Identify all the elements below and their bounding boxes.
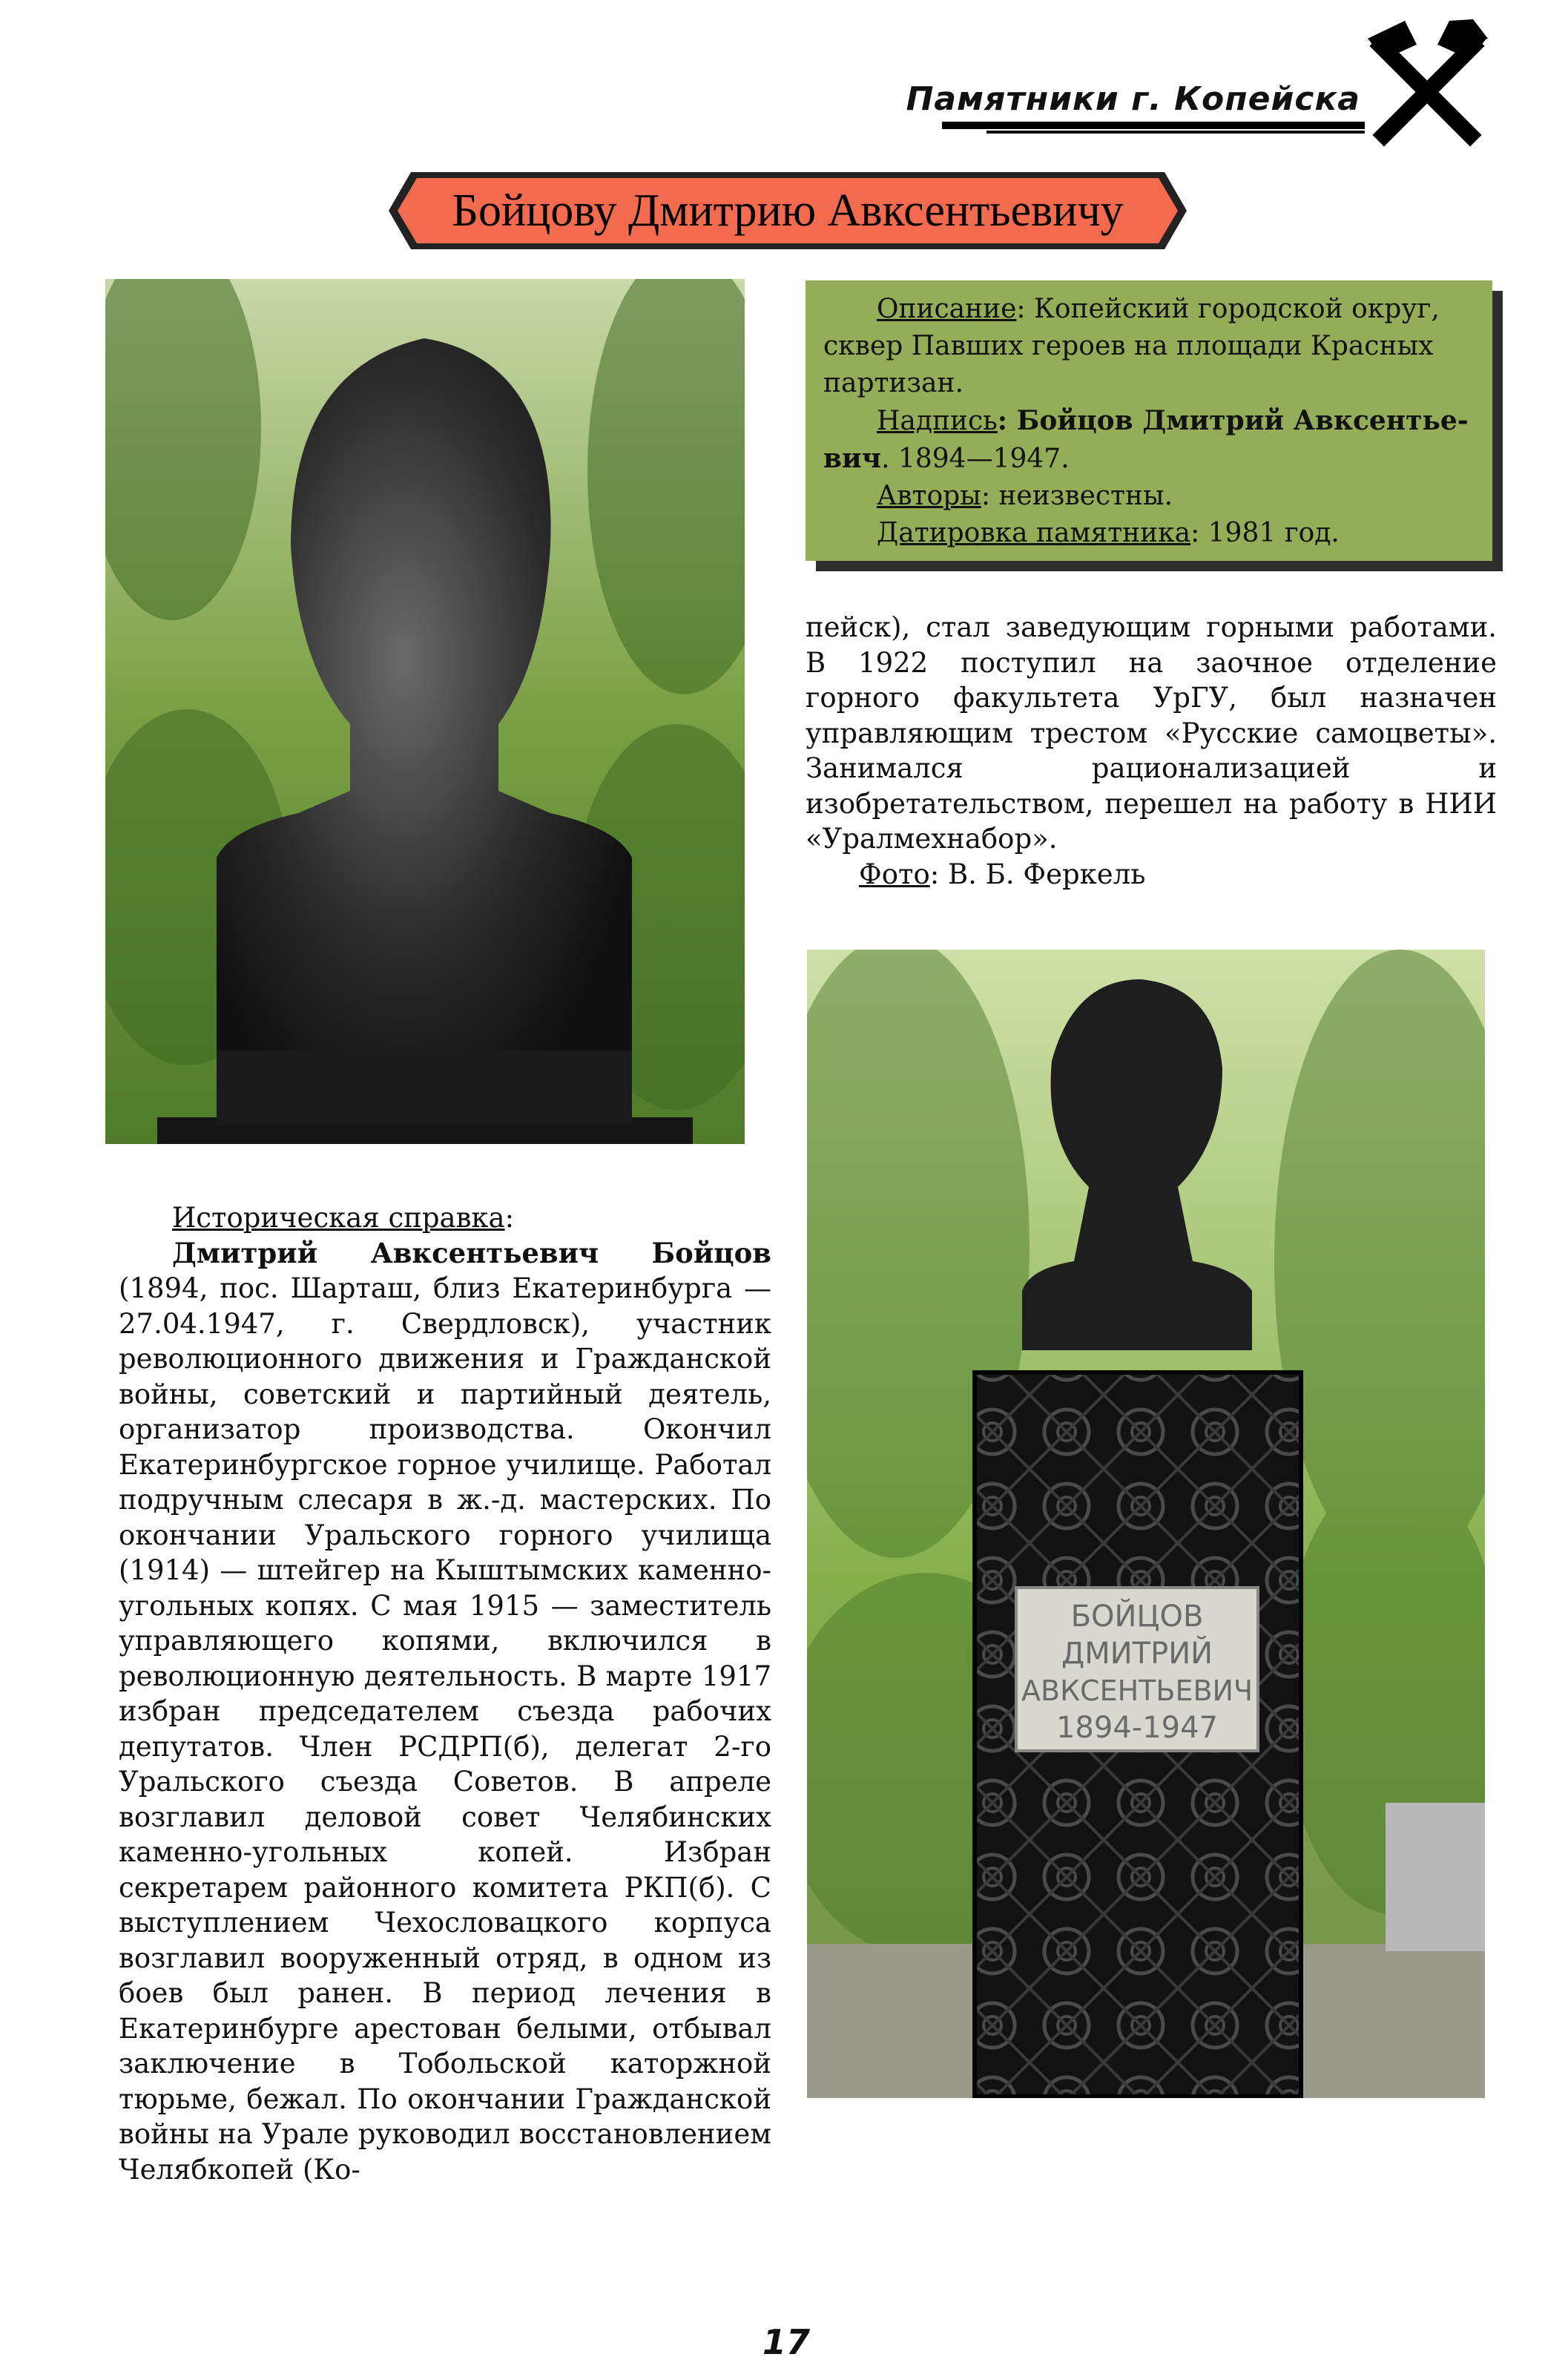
- date-label: Датировка памятника: [877, 518, 1191, 548]
- inscription-text: : Бойцов Дмитрий Авксентье-вич: [823, 405, 1469, 474]
- date-text: : 1981 год.: [1190, 518, 1340, 548]
- history-label-colon: :: [504, 1202, 515, 1234]
- authors-label: Авторы: [877, 481, 981, 511]
- inscription-label: Надпись: [877, 406, 998, 436]
- person-name: Дмитрий Авксентьевич Бойцов: [172, 1236, 771, 1269]
- full-monument-photo: [807, 950, 1485, 2098]
- description-box: [806, 280, 1492, 561]
- inscription-dates: . 1894—1947.: [881, 444, 1070, 474]
- description-text: : Копейский городской округ, сквер Павших героев на площади Красных партизан.: [823, 294, 1440, 398]
- crossed-hammers-icon: [1362, 16, 1492, 147]
- history-label: Историческая справка: [172, 1202, 505, 1234]
- history-body: (1894, пос. Шарташ, близ Екатеринбурга — 27.04.1947, г. Свердловск), участник революционного движения и Гражданской войны, советский и партийный деятель, организатор производства. Окончил Екатеринбургское горное училище. Работал подручным слесаря в ж.-д. мастерских. По окончании Уральского горного училища (1914) — штейгер на Кыштымских каменно-угольных копях. С мая 1915 — заместитель управляющего копями, включился в революционную деятельность. В марте 1917 избран председателем съезда рабочих депутатов. Член РСДРП(б), делегат 2-го Уральского съезда Советов. В апреле возглавил деловой совет Челябинских каменно-угольных копей. Избран секретарем районного комитета РКП(б). С выступлением Чехословацкого корпуса возглавил вооруженный отряд, в одном из боев был ранен. В период лечения в Екатеринбурге арестован белыми, отбывал заключение в Тобольской каторжной тюрьме, бежал. По окончании Гражданской войны на Урале руководил восстановлением Челябкопей (Ко-: [119, 1272, 771, 2186]
- photo-credit-label: Фото: [859, 858, 930, 890]
- description-label: Описание: [877, 294, 1017, 324]
- continuation-text: пейск), стал заведующим горными работами. В 1922 поступил на заочное отделение горного факультета УрГУ, был назначен управляющим трестом «Русские самоцветы». Занимался рационализацией и изобретательством, перешел на работу в НИИ «Уралмехнабор».: [806, 611, 1497, 855]
- bust-closeup-photo: [105, 279, 745, 1144]
- monument-title: Бойцову Дмитрию Авксентьевичу: [452, 185, 1124, 236]
- series-title: Памятники г. Копейска: [906, 80, 1360, 118]
- plaque-line-4: 1894-1947: [1055, 1711, 1219, 1745]
- plaque-line-2: ДМИТРИЙ: [1061, 1637, 1213, 1671]
- plaque-line-3: АВКСЕНТЬЕВИЧ: [1021, 1674, 1253, 1707]
- page-number: 17: [762, 2322, 810, 2362]
- biography-continuation: [806, 610, 1497, 892]
- photo-credit-text: : В. Б. Феркель: [929, 858, 1146, 890]
- historical-reference: [119, 1200, 771, 2187]
- plaque-line-1: БОЙЦОВ: [1070, 1600, 1204, 1634]
- authors-text: : неизвестны.: [981, 481, 1173, 511]
